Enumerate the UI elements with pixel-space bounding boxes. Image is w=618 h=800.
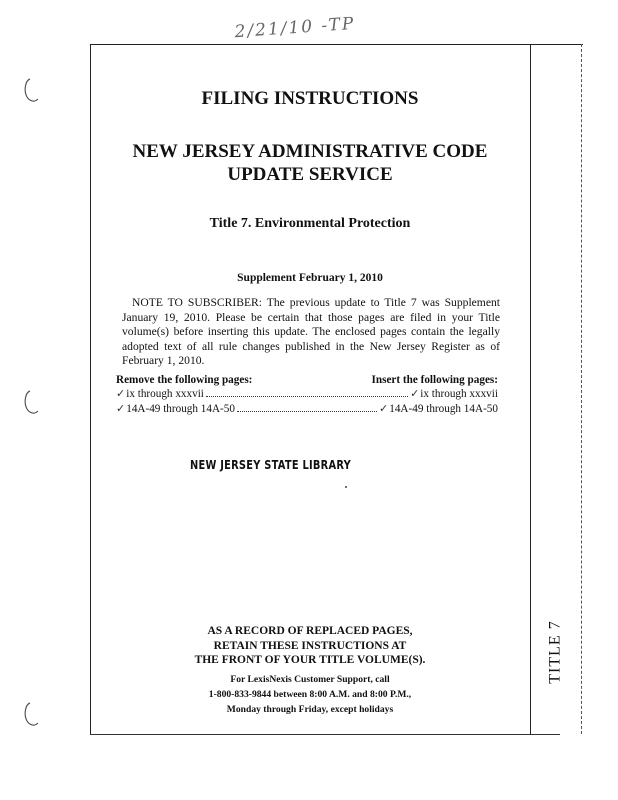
library-stamp: NEW JERSEY STATE LIBRARY: [190, 458, 352, 472]
insert-header: Insert the following pages:: [371, 374, 498, 386]
check-mark-icon: ✓: [116, 402, 126, 415]
page-title: FILING INSTRUCTIONS: [201, 88, 419, 109]
table-row: [116, 401, 498, 416]
check-mark-icon: ✓: [116, 387, 126, 400]
record-note-line3: THE FRONT OF YOUR TITLE VOLUME(S).: [194, 654, 426, 666]
record-note: [90, 624, 530, 668]
insert-range: 14A-49 through 14A-50: [389, 403, 498, 415]
table-row: [116, 386, 498, 401]
record-note-line2: RETAIN THESE INSTRUCTIONS AT: [213, 639, 407, 652]
pages-table: [116, 374, 498, 416]
support-line3: Monday through Friday, except holidays: [226, 704, 394, 715]
scan-speck: [345, 486, 347, 488]
binder-hole-icon: [20, 700, 42, 728]
support-line2: 1-800-833-9844 between 8:00 A.M. and 8:00 P.M.,: [208, 689, 412, 700]
remove-pages: [116, 387, 204, 401]
tab-label: [544, 612, 568, 692]
handwritten-date-note: 2/21/10 -TP: [234, 13, 356, 43]
code-title-line1: NEW JERSEY ADMINISTRATIVE CODE: [132, 141, 488, 162]
remove-range: ix through xxxvii: [126, 388, 204, 400]
dot-leader: [237, 401, 377, 412]
remove-pages: [116, 402, 235, 416]
title-subject: Title 7. Environmental Protection: [209, 216, 411, 231]
record-note-line1: AS A RECORD OF REPLACED PAGES,: [207, 625, 413, 637]
binder-hole-icon: [20, 388, 42, 416]
supplement-date: Supplement February 1, 2010: [237, 272, 383, 284]
bottom-border: [90, 734, 560, 735]
check-mark-icon: ✓: [379, 402, 389, 415]
code-title: [90, 140, 530, 186]
tab-label-text: TITLE 7: [547, 620, 565, 684]
insert-range: ix through xxxvii: [420, 388, 498, 400]
pages-table-header: [116, 374, 498, 386]
check-mark-icon: ✓: [410, 387, 420, 400]
support-line1: For LexisNexis Customer Support, call: [230, 674, 390, 685]
subscriber-note: NOTE TO SUBSCRIBER: The previous update to Title 7 was Supplement January 19, 2010. Please be certain that those pages are filed in your Title volume(s) before inserting this update. The enclosed pages contain the legally adopted text of all rule changes published in the New Jersey Register as of February 1, 2010.: [122, 296, 500, 368]
insert-pages: [379, 402, 498, 416]
code-title-line2: UPDATE SERVICE: [227, 164, 393, 185]
remove-range: 14A-49 through 14A-50: [126, 403, 235, 415]
customer-support: [90, 672, 530, 717]
remove-header: Remove the following pages:: [116, 374, 253, 386]
dot-leader: [206, 386, 408, 397]
tab-edge: [581, 44, 582, 734]
binder-hole-icon: [20, 76, 42, 104]
insert-pages: [410, 387, 498, 401]
